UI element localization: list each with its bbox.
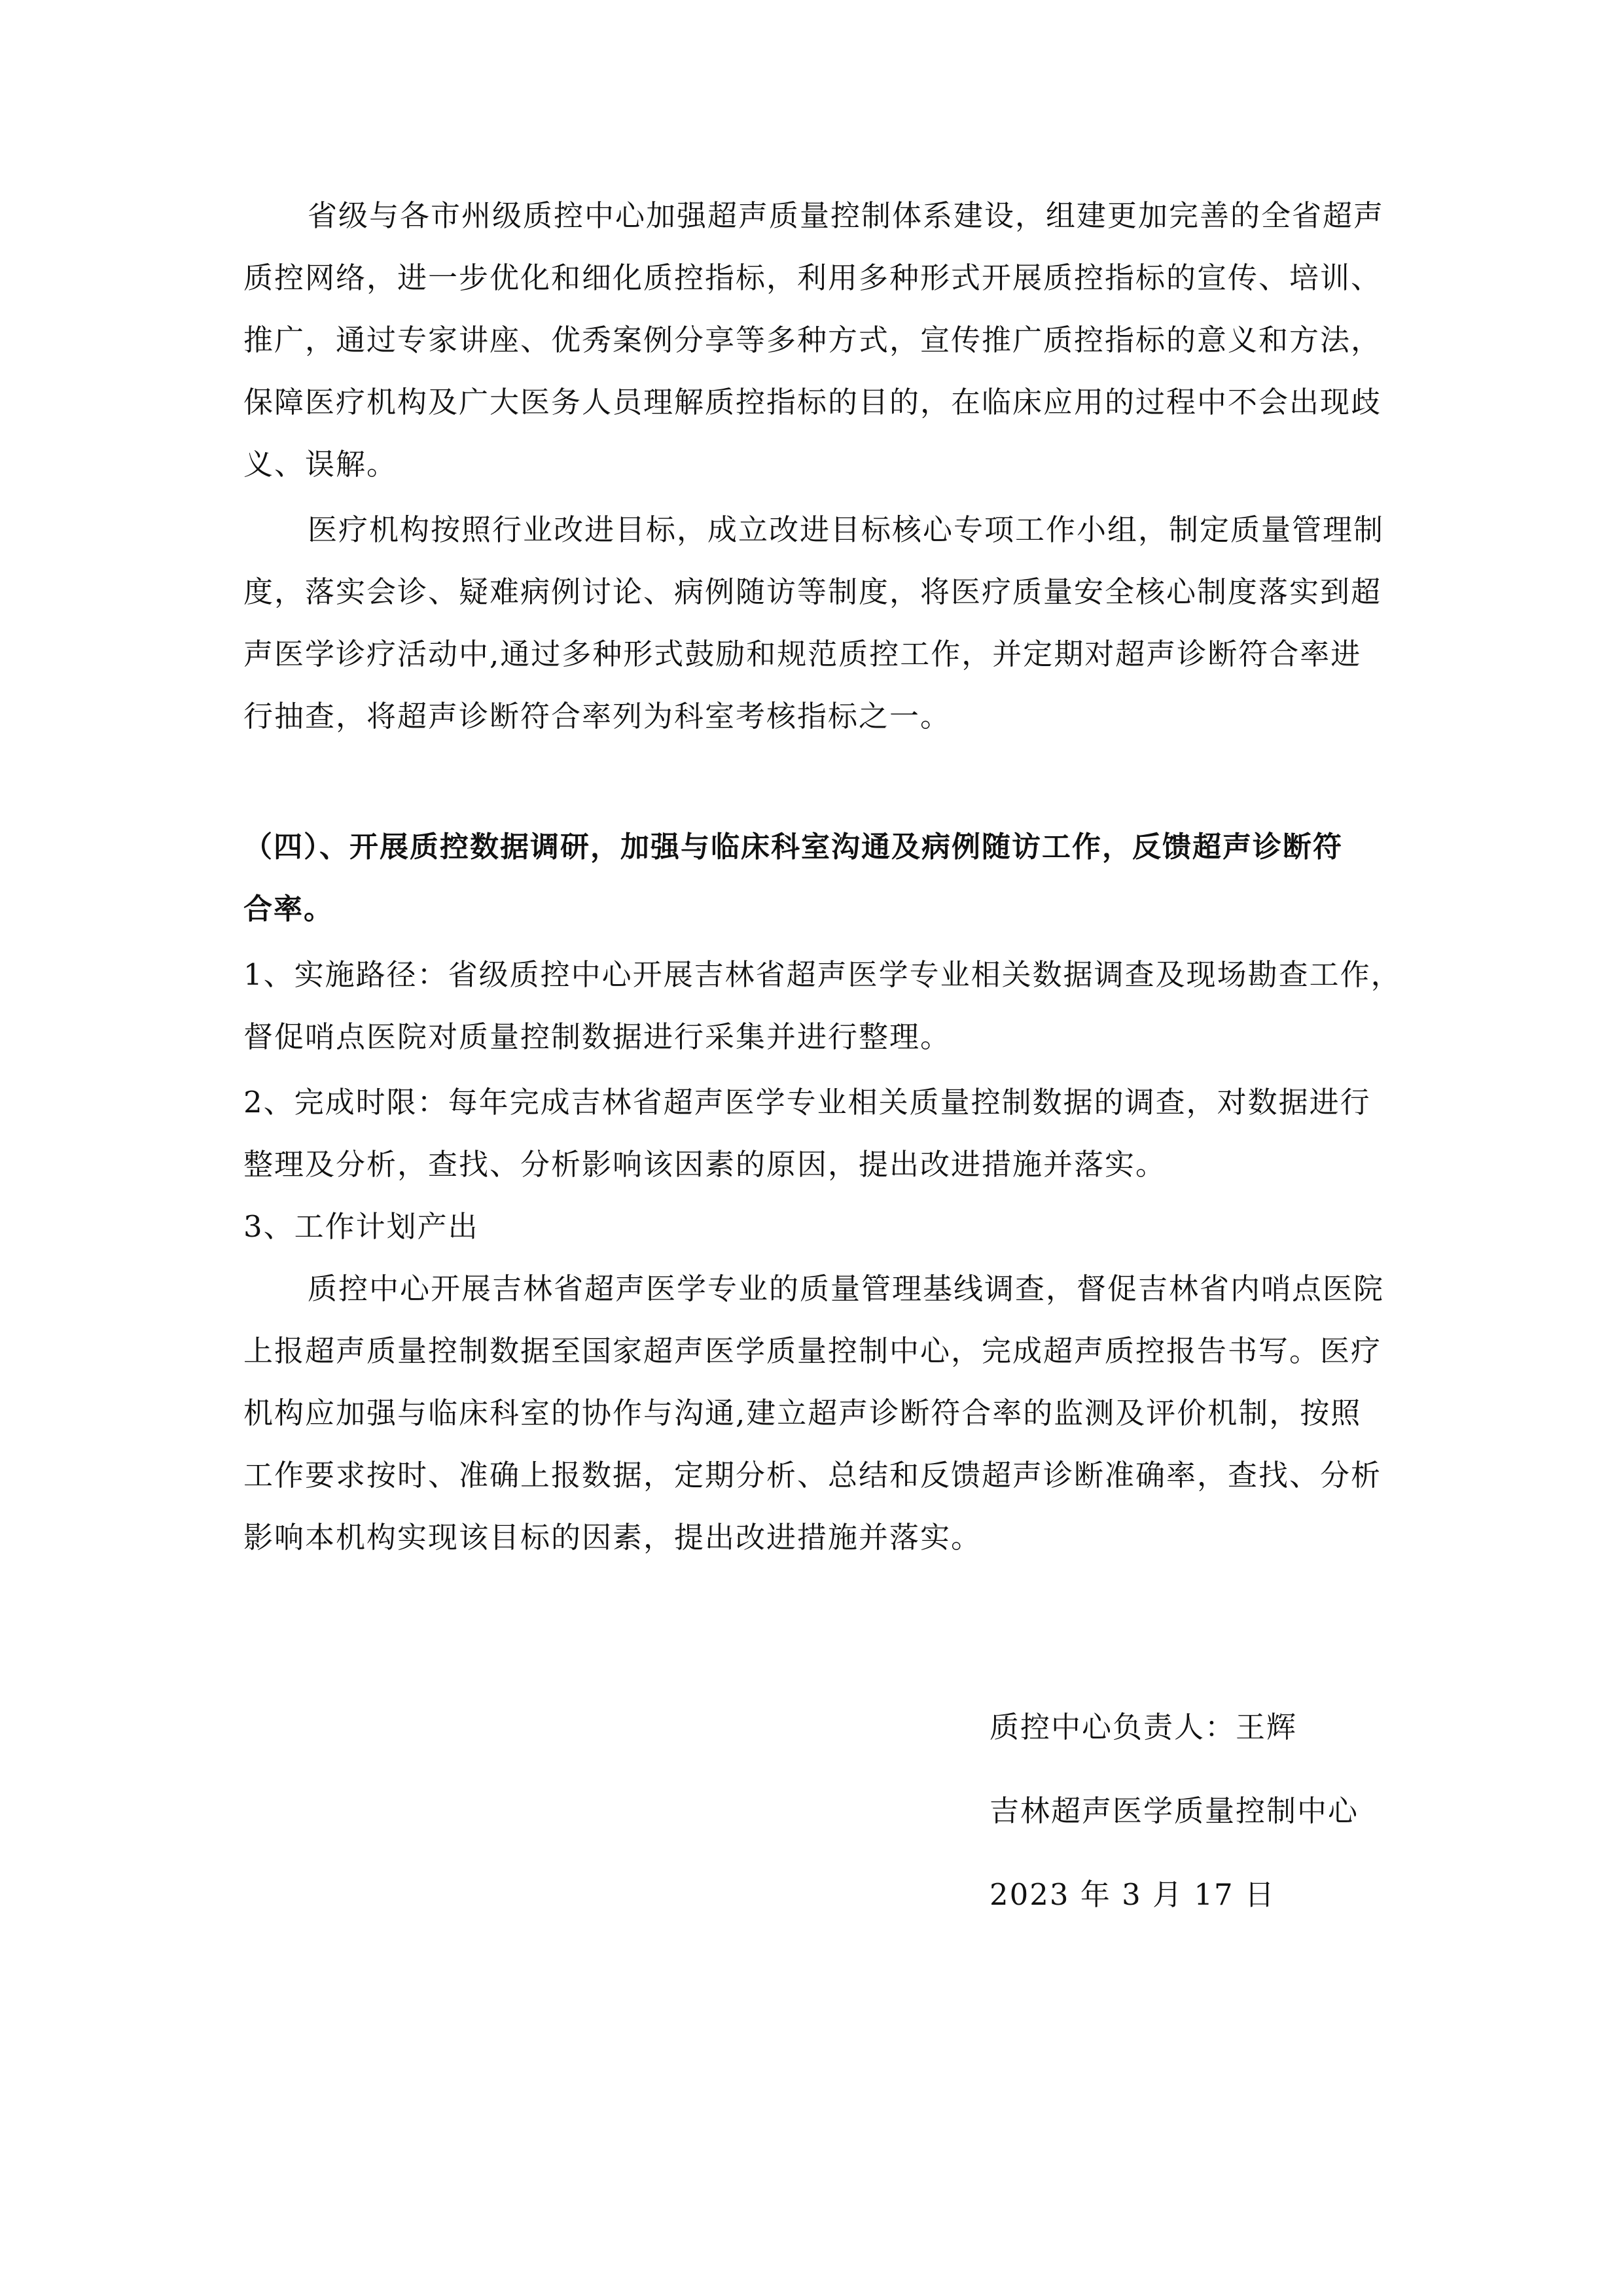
list-item-work-plan-output: 3、工作计划产出 (243, 1209, 479, 1244)
paragraph-line: 影响本机构实现该目标的因素，提出改进措施并落实。 (243, 1520, 982, 1555)
paragraph-line: 机构应加强与临床科室的协作与沟通,建立超声诊断符合率的监测及评价机制，按照 (243, 1396, 1362, 1430)
signature-responsible: 质控中心负责人：王辉 (990, 1710, 1298, 1744)
paragraph-line: 省级与各市州级质控中心加强超声质量控制体系建设，组建更加完善的全省超声 (308, 198, 1385, 233)
list-item-line: 督促哨点医院对质量控制数据进行采集并进行整理。 (243, 1019, 952, 1054)
paragraph-line: 行抽查，将超声诊断符合率列为科室考核指标之一。 (243, 699, 952, 733)
paragraph-line: 质控中心开展吉林省超声医学专业的质量管理基线调查，督促吉林省内哨点医院 (308, 1271, 1385, 1306)
list-item-line: 整理及分析，查找、分析影响该因素的原因，提出改进措施并落实。 (243, 1147, 1167, 1182)
list-item-line: 1、实施路径：省级质控中心开展吉林省超声医学专业相关数据调查及现场勘查工作， (243, 957, 1402, 992)
paragraph-line: 义、误解。 (243, 447, 398, 482)
paragraph-line: 质控网络，进一步优化和细化质控指标，利用多种形式开展质控指标的宣传、培训、 (243, 260, 1382, 295)
paragraph-line: 医疗机构按照行业改进目标，成立改进目标核心专项工作小组，制定质量管理制 (308, 512, 1385, 547)
paragraph-line: 保障医疗机构及广大医务人员理解质控指标的目的，在临床应用的过程中不会出现歧 (243, 385, 1382, 419)
paragraph-line: 推广，通过专家讲座、优秀案例分享等多种方式，宣传推广质控指标的意义和方法， (243, 323, 1382, 357)
paragraph-line: 工作要求按时、准确上报数据，定期分析、总结和反馈超声诊断准确率，查找、分析 (243, 1458, 1382, 1492)
section-heading-line: 合率。 (243, 892, 334, 926)
paragraph-line: 声医学诊疗活动中,通过多种形式鼓励和规范质控工作，并定期对超声诊断符合率进 (243, 637, 1362, 671)
section-heading-line: （四）、开展质控数据调研，加强与临床科室沟通及病例随访工作，反馈超声诊断符 (243, 830, 1343, 864)
signature-organization: 吉林超声医学质量控制中心 (990, 1793, 1359, 1828)
paragraph-line: 度，落实会诊、疑难病例讨论、病例随访等制度，将医疗质量安全核心制度落实到超 (243, 574, 1382, 609)
paragraph-line: 上报超声质量控制数据至国家超声医学质量控制中心，完成超声质控报告书写。医疗 (243, 1333, 1382, 1368)
signature-date: 2023 年 3 月 17 日 (990, 1877, 1275, 1912)
list-item-line: 2、完成时限：每年完成吉林省超声医学专业相关质量控制数据的调查，对数据进行 (243, 1085, 1371, 1120)
